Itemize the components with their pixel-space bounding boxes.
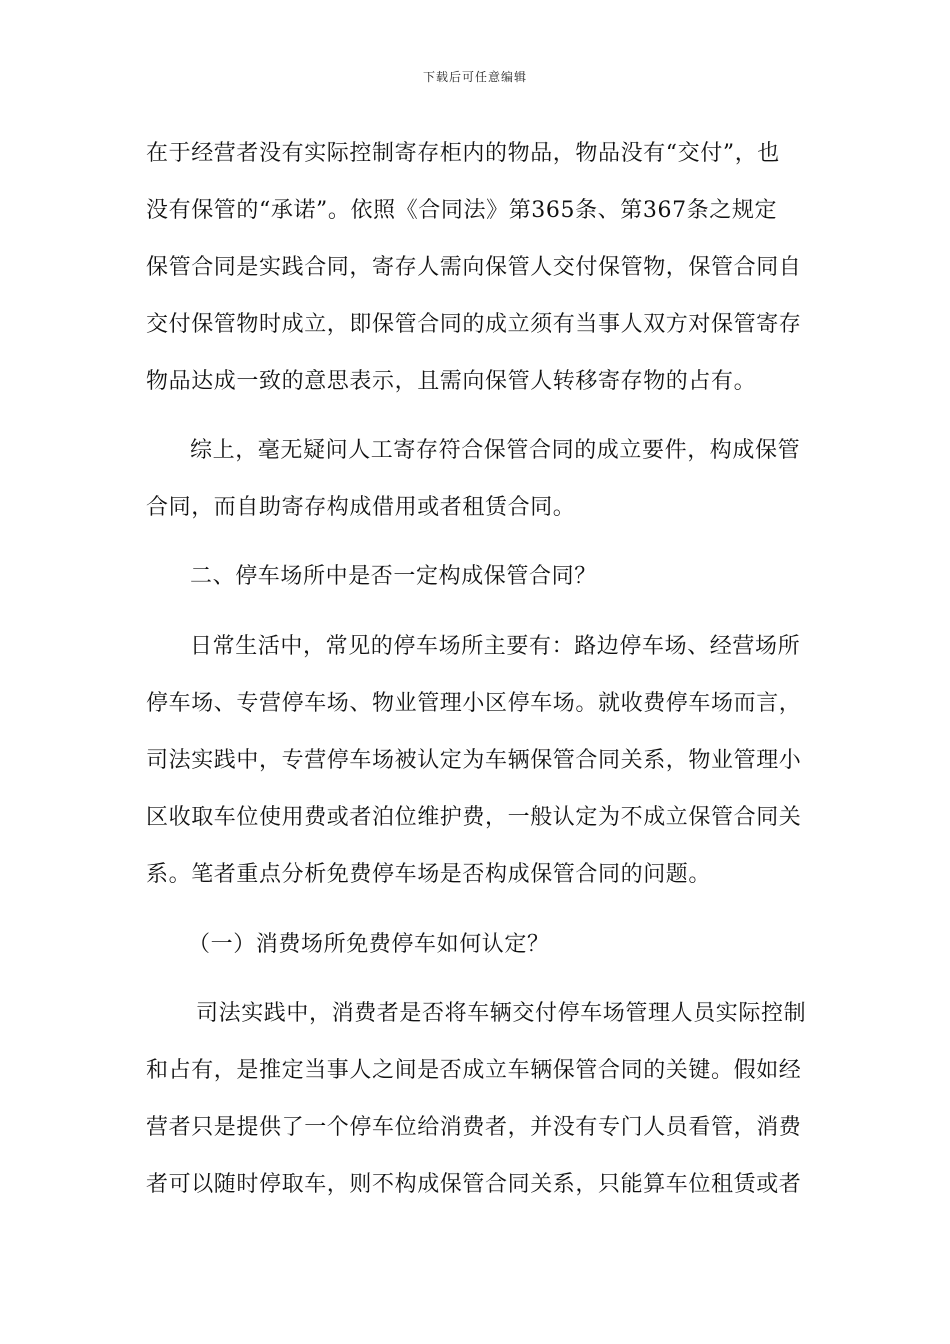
section-heading: 二、停车场所中是否一定构成保管合同？ [190, 564, 597, 589]
text-line: 和占有，是推定当事人之间是否成立车辆保管合同的关键。假如经 [146, 1058, 802, 1083]
subsection-heading: （一）消费场所免费停车如何认定？ [188, 932, 550, 957]
page-header: 下载后可任意编辑 [422, 70, 527, 84]
text-line: 日常生活中，常见的停车场所主要有：路边停车场、经营场所 [190, 634, 801, 659]
text-line: 合同，而自助寄存构成借用或者租赁合同。 [146, 495, 576, 520]
text-line: 司法实践中，专营停车场被认定为车辆保管合同关系，物业管理小 [146, 748, 802, 773]
text-line: 保管合同是实践合同，寄存人需向保管人交付保管物，保管合同自 [146, 255, 802, 280]
text-line: 者可以随时停取车，则不构成保管合同关系，只能算车位租赁或者 [146, 1172, 802, 1197]
text-line: 交付保管物时成立，即保管合同的成立须有当事人双方对保管寄存 [146, 312, 802, 337]
text-line: 物品达成一致的意思表示，且需向保管人转移寄存物的占有。 [146, 369, 757, 394]
text-line: 综上，毫无疑问人工寄存符合保管合同的成立要件，构成保管 [190, 438, 801, 463]
text-line: 司法实践中，消费者是否将车辆交付停车场管理人员实际控制 [196, 1001, 807, 1026]
text-line: 营者只是提供了一个停车位给消费者，并没有专门人员看管，消费 [146, 1115, 802, 1140]
text-line: 区收取车位使用费或者泊位维护费，一般认定为不成立保管合同关 [146, 805, 802, 830]
text-line: 没有保管的“承诺”。依照《合同法》第365条、第367条之规定 [146, 198, 778, 223]
text-line: 停车场、专营停车场、物业管理小区停车场。就收费停车场而言， [146, 691, 802, 716]
text-line: 在于经营者没有实际控制寄存柜内的物品，物品没有“交付”，也 [146, 141, 780, 166]
text-line: 系。笔者重点分析免费停车场是否构成保管合同的问题。 [146, 862, 712, 887]
